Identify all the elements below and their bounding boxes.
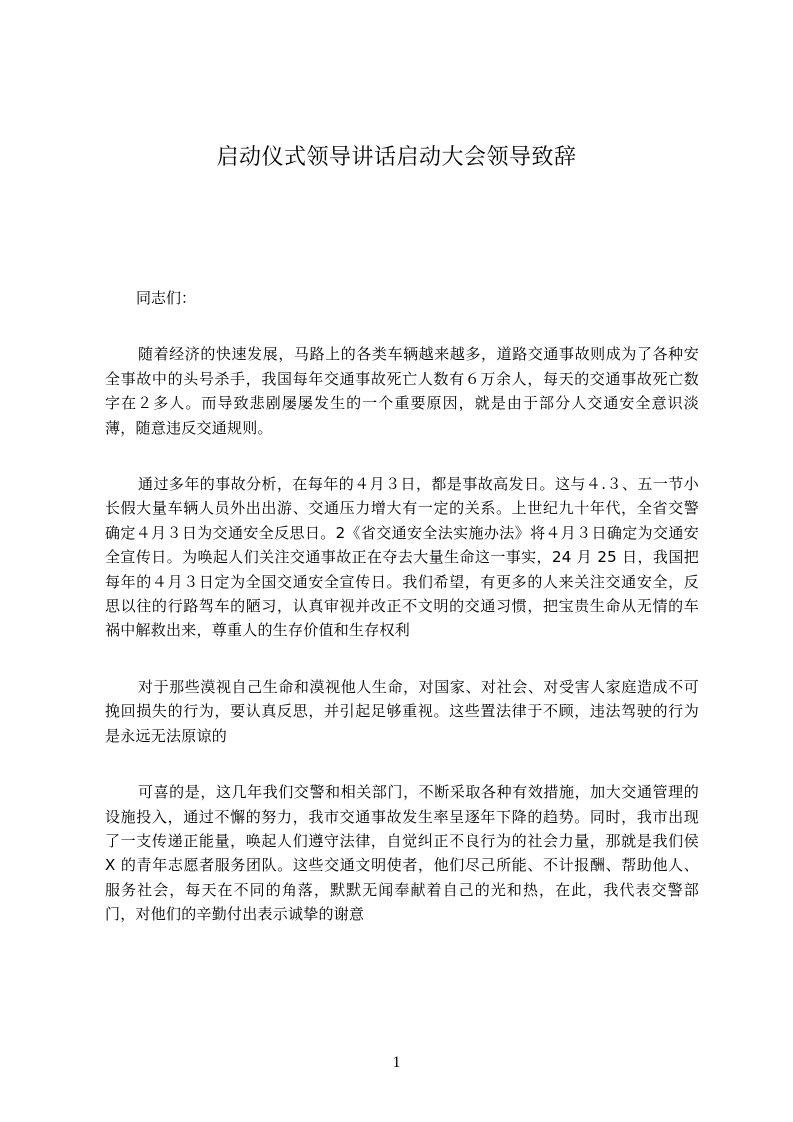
- salutation: 同志们：: [136, 289, 197, 307]
- paragraph-3: 对于那些漠视自己生命和漠视他人生命，对国家、对社会、对受害人家庭造成不可挽回损失的行为，要认真反思，并引起足够重视。这些置法律于不顾，违法驾驶的行为是永远无法原谅的: [105, 677, 699, 745]
- paragraph-4: 可喜的是，这几年我们交警和相关部门，不断采取各种有效措施，加大交通管理的设施投入，通过不懈的努力，我市交通事故发生率呈逐年下降的趋势。同时，我市出现了一支传递正能量，唤起人们遵守法律，自觉纠正不良行为的社会力量，那就是我们侯 X 的青年志愿者服务团队。这些交通文明使者，他们尽己所能、不计报酬、帮助他人、服务社会，每天在不同的角落，默默无闻奉献着自己的光和热，在此，我代表交警部门，对他们的辛勤付出表示诚挚的谢意: [105, 783, 699, 924]
- document-body: [105, 286, 699, 959]
- document-title: 启动仪式领导讲话启动大会领导致辞: [216, 145, 577, 170]
- paragraph-1: 随着经济的快速发展，马路上的各类车辆越来越多，道路交通事故则成为了各种安全事故中的头号杀手，我国每年交通事故死亡人数有６万余人，每天的交通事故死亡数字在２多人。而导致悲剧屡屡发生的一个重要原因，就是由于部分人交通安全意识淡薄，随意违反交通规则。: [105, 345, 699, 437]
- page-number: 1: [392, 1054, 401, 1071]
- paragraph-2: 通过多年的事故分析，在每年的４月３日，都是事故高发日。这与４.３、五一节小长假大量车辆人员外出出游、交通压力增大有一定的关系。上世纪九十年代，全省交警确定４月３日为交通安全反思日。2《省交通安全法实施办法》将４月３日确定为交通安全宣传日。为唤起人们关注交通事故正在夺去大量生命这一事实，24 月 25 日，我国把每年的４月３日定为全国交通安全宣传日。我们希望，有更多的人来关注交通安全，反思以往的行路驾车的陋习，认真审视并改正不文明的交通习惯，把宝贵生命从无情的车祸中解救出来，尊重人的生存价值和生存权利: [105, 475, 699, 640]
